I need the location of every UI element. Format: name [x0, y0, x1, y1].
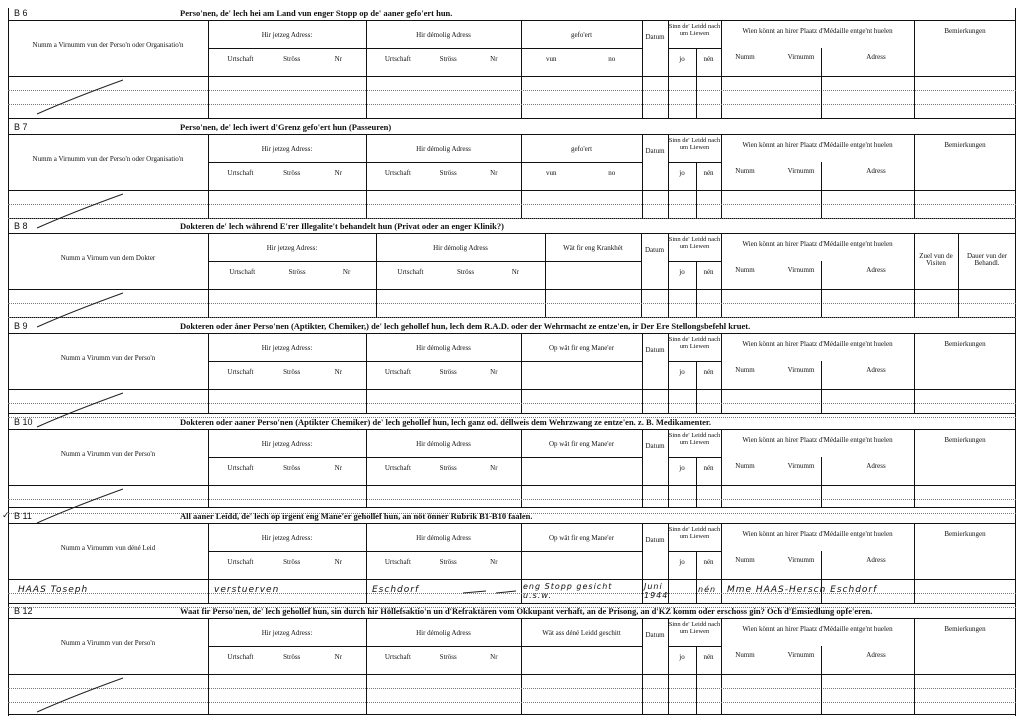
- data-row-line: [8, 317, 1016, 318]
- name-column-header: Numm a Virumm vun der Perso'n: [60, 639, 156, 647]
- address-number-label: Nr: [334, 55, 343, 63]
- handwritten-manner: eng Stopp gesicht u.s.w.: [523, 582, 613, 600]
- address-street-label: Ströss: [283, 169, 301, 177]
- sinn-sub-divider: [668, 551, 721, 552]
- column-divider: [642, 333, 643, 413]
- medal-header: Wien könnt an hirer Plaatz d'Médaille entge'nt huelen: [742, 141, 893, 149]
- handwritten-name: HAAS Toseph: [18, 585, 89, 595]
- header-sub-divider: [208, 457, 642, 458]
- no-label: nén: [703, 464, 714, 472]
- from-label: vun: [546, 55, 557, 63]
- medal-split: [821, 261, 822, 317]
- strike-through-line: [33, 676, 153, 716]
- no-label: nén: [703, 55, 714, 63]
- form-section: [8, 8, 1016, 118]
- address-place-label: Urtschaft: [384, 55, 411, 63]
- alive-header: Sinn de' Leidd nach um Liewen: [668, 236, 721, 250]
- medal-address-label: Adress: [866, 556, 886, 564]
- no-label: nén: [703, 268, 714, 276]
- address-street-label: Ströss: [439, 55, 457, 63]
- alive-header: Sinn de' Leidd nach um Liewen: [668, 23, 721, 37]
- date-header: Datum: [645, 631, 665, 639]
- header-bottom: [8, 674, 1016, 675]
- section-title: All aaner Leidd, de' lech op irgent eng Mane'er gehollef hun, an nöt önner Rubrik B1-B10 faalen.: [180, 511, 533, 521]
- sinn-sub-divider: [668, 646, 721, 647]
- form-section: [8, 606, 1016, 714]
- section-table: [8, 618, 1016, 715]
- section-title: Perso'nen, de' lech hei am Land vun enger Stopp op de' aaner gefo'ert hun.: [180, 8, 453, 18]
- address-street-label: Ströss: [439, 368, 457, 376]
- medal-firstname-label: Virnumm: [787, 556, 815, 564]
- section-code: B 8: [14, 221, 28, 231]
- medal-address-label: Adress: [866, 366, 886, 374]
- alive-header: Sinn de' Leidd nach um Liewen: [668, 526, 721, 540]
- former-address-header: Hir démolig Adress: [416, 534, 471, 542]
- to-label: no: [608, 55, 616, 63]
- medal-name-label: Numm: [735, 651, 755, 659]
- medal-firstname-label: Virnumm: [787, 366, 815, 374]
- address-number-label: Nr: [490, 558, 498, 566]
- handwritten-medal-recipient: Mme HAAS-Hersch Eschdorf: [727, 585, 878, 595]
- sinn-sub-divider: [668, 48, 721, 49]
- header-sub-divider: [208, 48, 642, 49]
- name-column-header: Numm a Virumm vun der Perso'n: [60, 450, 156, 458]
- section-title: Waat fir Perso'nen, de' lech gehollef hun, sin durch hir Höllefsaktio'n un d'Refraktären vom Okkupant verhaft, an de Prisong, an d'KZ komm oder erschoss gin? Och d'Emsiedlung opfe'eren.: [180, 606, 873, 616]
- dash-stroke: [463, 591, 516, 593]
- yes-label: jo: [679, 169, 685, 177]
- address-place-label: Urtschaft: [384, 558, 411, 566]
- former-address-header: Hir démolig Adress: [416, 31, 471, 39]
- current-address-header: Hir jetzeg Adress:: [261, 629, 313, 637]
- sinn-sub-divider: [668, 162, 721, 163]
- handwritten-former-address: Eschdorf: [372, 585, 420, 595]
- address-street-label: Ströss: [283, 558, 301, 566]
- column-c-header: gefo'ert: [570, 145, 593, 153]
- form-section: [8, 511, 1016, 603]
- header-bottom: [8, 579, 1016, 580]
- medal-split: [821, 361, 822, 413]
- column-divider: [721, 233, 722, 317]
- handwritten-date: Juni 1944: [644, 582, 669, 600]
- form-section: [8, 221, 1016, 317]
- yes-label: jo: [679, 55, 685, 63]
- column-divider: [721, 429, 722, 507]
- form-section: [8, 321, 1016, 413]
- address-number-label: Nr: [334, 368, 343, 376]
- address-number-label: Nr: [490, 169, 498, 177]
- former-address-header: Hir démolig Adress: [416, 629, 471, 637]
- medal-firstname-label: Virnumm: [787, 266, 815, 274]
- medal-firstname-label: Virnumm: [787, 167, 815, 175]
- alive-header: Sinn de' Leidd nach um Liewen: [668, 336, 721, 350]
- name-column-header: Numm a Virnum vun dem Dokter: [60, 254, 156, 262]
- medal-header: Wien könnt an hirer Plaatz d'Médaille entge'nt huelen: [742, 625, 893, 633]
- medal-name-label: Numm: [735, 556, 755, 564]
- medal-split: [821, 457, 822, 507]
- date-header: Datum: [645, 536, 665, 544]
- address-place-label: Urtschaft: [384, 169, 411, 177]
- name-column-header: Numm a Virnumm vun der Perso'n oder Organisatio'n: [32, 155, 184, 163]
- header-bottom: [8, 289, 1016, 290]
- remarks-header: Bemierkungen: [944, 625, 986, 633]
- header-sub-divider: [208, 551, 642, 552]
- column-divider: [642, 134, 643, 218]
- address-street-label: Ströss: [283, 55, 301, 63]
- column-c-header: Op wät fir eng Mane'er: [548, 344, 614, 352]
- medal-split: [821, 162, 822, 218]
- section-title: Dokteren de' lech während E'rer Illegalite't behandelt hun (Privat oder an enger Klinik?): [180, 221, 504, 231]
- yes-label: jo: [679, 653, 685, 661]
- column-divider: [641, 233, 642, 317]
- address-place-label: Urtschaft: [227, 558, 254, 566]
- yes-label: jo: [679, 368, 685, 376]
- address-place-label: Urtschaft: [397, 268, 424, 276]
- data-row-line: [8, 90, 1016, 91]
- from-label: vun: [546, 169, 557, 177]
- column-divider: [721, 618, 722, 714]
- column-c-header: Op wät fir eng Mane'er: [548, 534, 614, 542]
- address-number-label: Nr: [511, 268, 520, 276]
- column-divider: [721, 333, 722, 413]
- former-address-header: Hir démolig Adress: [416, 440, 471, 448]
- yes-label: jo: [679, 558, 685, 566]
- header-sub-divider: [208, 261, 641, 262]
- data-row-line: [8, 303, 1016, 304]
- sinn-sub-divider: [668, 261, 721, 262]
- medal-address-label: Adress: [866, 266, 886, 274]
- address-place-label: Urtschaft: [227, 464, 254, 472]
- medal-name-label: Numm: [735, 366, 755, 374]
- address-street-label: Ströss: [283, 653, 301, 661]
- address-number-label: Nr: [342, 268, 351, 276]
- remarks-header: Bemierkungen: [944, 141, 986, 149]
- address-number-label: Nr: [490, 653, 498, 661]
- address-number-label: Nr: [334, 558, 343, 566]
- alive-header: Sinn de' Leidd nach um Liewen: [668, 432, 721, 446]
- address-place-label: Urtschaft: [227, 653, 254, 661]
- form-section: [8, 417, 1016, 507]
- column-c-header: Wät ass déné Leidd geschitt: [542, 629, 621, 637]
- header-sub-divider: [208, 361, 642, 362]
- handwritten-dashes: [461, 587, 521, 599]
- address-street-label: Ströss: [439, 169, 457, 177]
- no-label: nén: [703, 558, 714, 566]
- former-address-header: Hir démolig Adress: [416, 145, 471, 153]
- section-title: Perso'nen, de' lech iwert d'Grenz gefo'ert hun (Passeuren): [180, 122, 392, 132]
- former-address-header: Hir démolig Adress: [416, 344, 471, 352]
- remarks-header: Bemierkungen: [944, 27, 986, 35]
- current-address-header: Hir jetzeg Adress:: [261, 31, 313, 39]
- strike-stroke: [37, 80, 123, 114]
- address-place-label: Urtschaft: [227, 55, 254, 63]
- address-number-label: Nr: [334, 169, 343, 177]
- date-header: Datum: [645, 147, 665, 155]
- medal-split: [821, 551, 822, 603]
- date-header: Datum: [645, 33, 665, 41]
- medal-name-label: Numm: [735, 462, 755, 470]
- medal-header: Wien könnt an hirer Plaatz d'Médaille entge'nt huelen: [742, 27, 893, 35]
- no-label: nén: [703, 368, 714, 376]
- handwritten-current-address: verstuerven: [214, 585, 280, 595]
- medal-address-label: Adress: [866, 53, 886, 61]
- section-table: [8, 233, 1016, 318]
- column-divider: [958, 233, 959, 317]
- column-c-header: Op wät fir eng Mane'er: [548, 440, 614, 448]
- to-label: no: [608, 169, 616, 177]
- strike-through-line: [33, 78, 153, 118]
- column-divider: [721, 523, 722, 603]
- address-street-label: Ströss: [457, 268, 475, 276]
- current-address-header: Hir jetzeg Adress:: [261, 344, 313, 352]
- column-c-header: gefo'ert: [570, 31, 593, 39]
- column-divider: [642, 523, 643, 603]
- address-number-label: Nr: [490, 55, 498, 63]
- date-header: Datum: [645, 346, 665, 354]
- yes-label: jo: [679, 268, 685, 276]
- medal-firstname-label: Virnumm: [787, 651, 815, 659]
- medal-address-label: Adress: [866, 651, 886, 659]
- header-bottom: [8, 76, 1016, 77]
- alive-header: Sinn de' Leidd nach um Liewen: [668, 137, 721, 151]
- medal-address-label: Adress: [866, 462, 886, 470]
- visits-header: Zuel vun de Visiten: [919, 252, 953, 268]
- handwritten-no: nén: [698, 585, 717, 594]
- address-street-label: Ströss: [439, 653, 457, 661]
- section-table: [8, 20, 1016, 119]
- medal-name-label: Numm: [735, 266, 755, 274]
- column-divider: [721, 134, 722, 218]
- column-c-header: Wät fir eng Krankhét: [563, 244, 623, 252]
- data-row-line: [8, 688, 1016, 689]
- medal-name-label: Numm: [735, 53, 755, 61]
- current-address-header: Hir jetzeg Adress:: [261, 440, 313, 448]
- current-address-header: Hir jetzeg Adress:: [261, 534, 313, 542]
- medal-split: [821, 48, 822, 118]
- no-label: nén: [703, 653, 714, 661]
- address-place-label: Urtschaft: [384, 653, 411, 661]
- address-street-label: Ströss: [283, 368, 301, 376]
- data-row-line: [8, 499, 1016, 500]
- section-table: [8, 333, 1016, 414]
- date-header: Datum: [644, 246, 665, 254]
- section-table: [8, 134, 1016, 219]
- name-column-header: Numm a Virnumm vun déné Leid: [60, 544, 156, 552]
- remarks-header: Bemierkungen: [944, 436, 986, 444]
- address-place-label: Urtschaft: [384, 464, 411, 472]
- section-table: [8, 429, 1016, 508]
- section-code: B 11: [14, 511, 32, 521]
- column-divider: [642, 429, 643, 507]
- section-title: Dokteren oder åner Perso'nen (Aptikter, Chemiker,) de' lech gehollef hun, lech dem R.A.D. oder der Wehrmacht ze entze'en, ir Der Ere Stellongsbefehl kruet.: [180, 321, 751, 331]
- column-divider: [914, 233, 915, 317]
- section-code: B 10: [14, 417, 33, 427]
- address-street-label: Ströss: [288, 268, 306, 276]
- address-street-label: Ströss: [439, 558, 457, 566]
- address-number-label: Nr: [334, 653, 343, 661]
- address-street-label: Ströss: [283, 464, 301, 472]
- data-row-line: [8, 702, 1016, 703]
- section-code: B 6: [14, 8, 28, 18]
- check-mark: ✓: [2, 511, 11, 521]
- header-sub-divider: [208, 646, 642, 647]
- medal-firstname-label: Virnumm: [787, 462, 815, 470]
- header-bottom: [8, 190, 1016, 191]
- name-column-header: Numm a Virumm vun der Perso'n: [60, 354, 156, 362]
- address-number-label: Nr: [490, 368, 498, 376]
- current-address-header: Hir jetzeg Adress:: [266, 244, 318, 252]
- date-header: Datum: [645, 442, 665, 450]
- section-code: B 7: [14, 122, 28, 132]
- medal-header: Wien könnt an hirer Plaatz d'Médaille entge'nt huelen: [742, 436, 893, 444]
- no-label: nén: [703, 169, 714, 177]
- sinn-sub-divider: [668, 457, 721, 458]
- data-row-line: [8, 403, 1016, 404]
- current-address-header: Hir jetzeg Adress:: [261, 145, 313, 153]
- duration-header: Dauer vun der Behandl.: [966, 252, 1008, 268]
- data-row-line: [8, 218, 1016, 219]
- header-bottom: [8, 389, 1016, 390]
- medal-name-label: Numm: [735, 167, 755, 175]
- medal-header: Wien könnt an hirer Plaatz d'Médaille entge'nt huelen: [742, 530, 893, 538]
- address-street-label: Ströss: [439, 464, 457, 472]
- medal-header: Wien könnt an hirer Plaatz d'Médaille entge'nt huelen: [742, 340, 893, 348]
- address-number-label: Nr: [334, 464, 343, 472]
- remarks-header: Bemierkungen: [944, 530, 986, 538]
- address-place-label: Urtschaft: [227, 368, 254, 376]
- section-title: Dokteren oder aaner Perso'nen (Aptikter Chemiker) de' lech gehollef hun, lech ganz od. déllweis dem Wehrzwang ze entze'en. z. B. Medikamenter.: [180, 417, 712, 427]
- remarks-header: Bemierkungen: [944, 340, 986, 348]
- data-row-line: [8, 204, 1016, 205]
- form-page: [2, 8, 1016, 716]
- section-code: B 12: [14, 606, 33, 616]
- address-place-label: Urtschaft: [227, 169, 254, 177]
- strike-stroke: [37, 678, 123, 712]
- section-table: [8, 523, 1016, 604]
- medal-header: Wien könnt an hirer Plaatz d'Médaille entge'nt huelen: [742, 240, 893, 248]
- address-number-label: Nr: [490, 464, 498, 472]
- name-column-header: Numm a Virnumm vun der Perso'n oder Organisatio'n: [32, 41, 184, 49]
- sinn-sub-divider: [668, 361, 721, 362]
- section-code: B 9: [14, 321, 28, 331]
- form-section: [8, 122, 1016, 218]
- data-row-line: [8, 104, 1016, 105]
- address-place-label: Urtschaft: [384, 368, 411, 376]
- medal-split: [821, 646, 822, 714]
- alive-header: Sinn de' Leidd nach um Liewen: [668, 621, 721, 635]
- former-address-header: Hir démolig Adress: [433, 244, 488, 252]
- medal-firstname-label: Virnumm: [787, 53, 815, 61]
- yes-label: jo: [679, 464, 685, 472]
- address-place-label: Urtschaft: [229, 268, 256, 276]
- header-bottom: [8, 485, 1016, 486]
- medal-address-label: Adress: [866, 167, 886, 175]
- header-sub-divider: [208, 162, 642, 163]
